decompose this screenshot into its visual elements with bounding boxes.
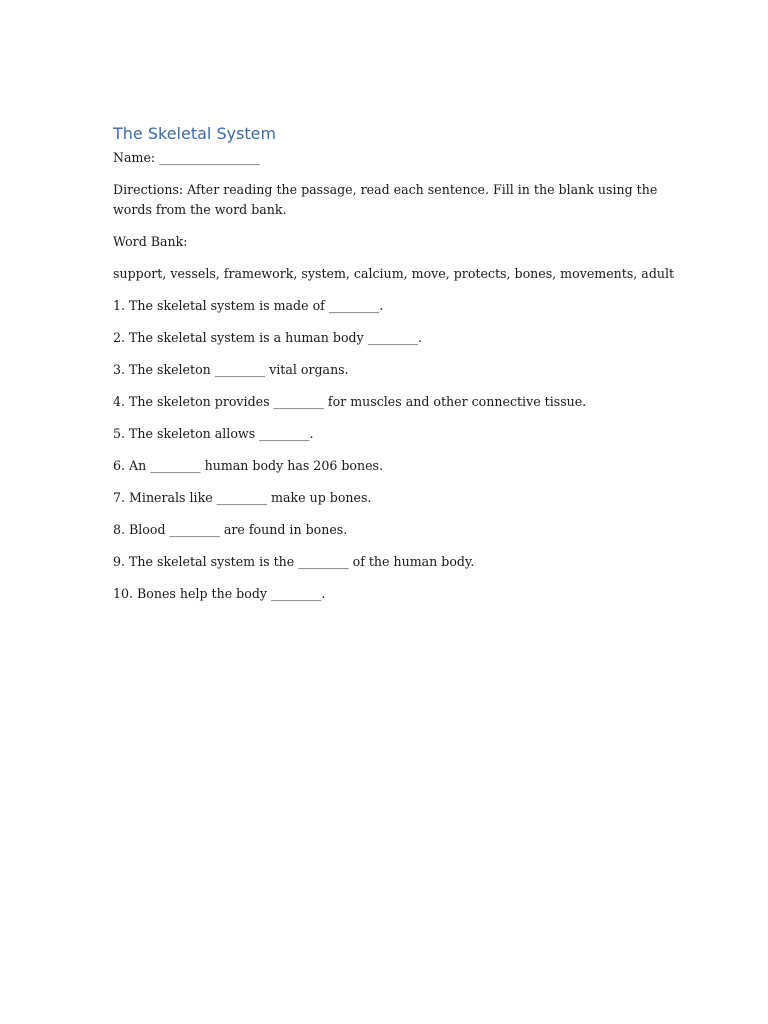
word-bank-list: support, vessels, framework, system, calcium, move, protects, bones, movements, adult <box>113 266 675 281</box>
question-5: 5. The skeleton allows ________. <box>113 426 314 441</box>
question-9: 9. The skeletal system is the ________ of the human body. <box>113 554 475 569</box>
question-1: 1. The skeletal system is made of ________. <box>113 298 384 313</box>
question-8: 8. Blood ________ are found in bones. <box>113 522 348 537</box>
question-2: 2. The skeletal system is a human body ________. <box>113 330 423 345</box>
question-6: 6. An ________ human body has 206 bones. <box>113 458 384 473</box>
word-bank-label: Word Bank: <box>113 234 188 249</box>
directions-text: Directions: After reading the passage, read each sentence. Fill in the blank using the words from the word bank. <box>113 182 658 217</box>
question-7: 7. Minerals like ________ make up bones. <box>113 490 372 505</box>
name-line: Name: ________________ <box>113 150 260 165</box>
question-3: 3. The skeleton ________ vital organs. <box>113 362 349 377</box>
question-4: 4. The skeleton provides ________ for muscles and other connective tissue. <box>113 394 587 409</box>
worksheet-title: The Skeletal System <box>113 124 277 143</box>
question-10: 10. Bones help the body ________. <box>113 586 326 601</box>
